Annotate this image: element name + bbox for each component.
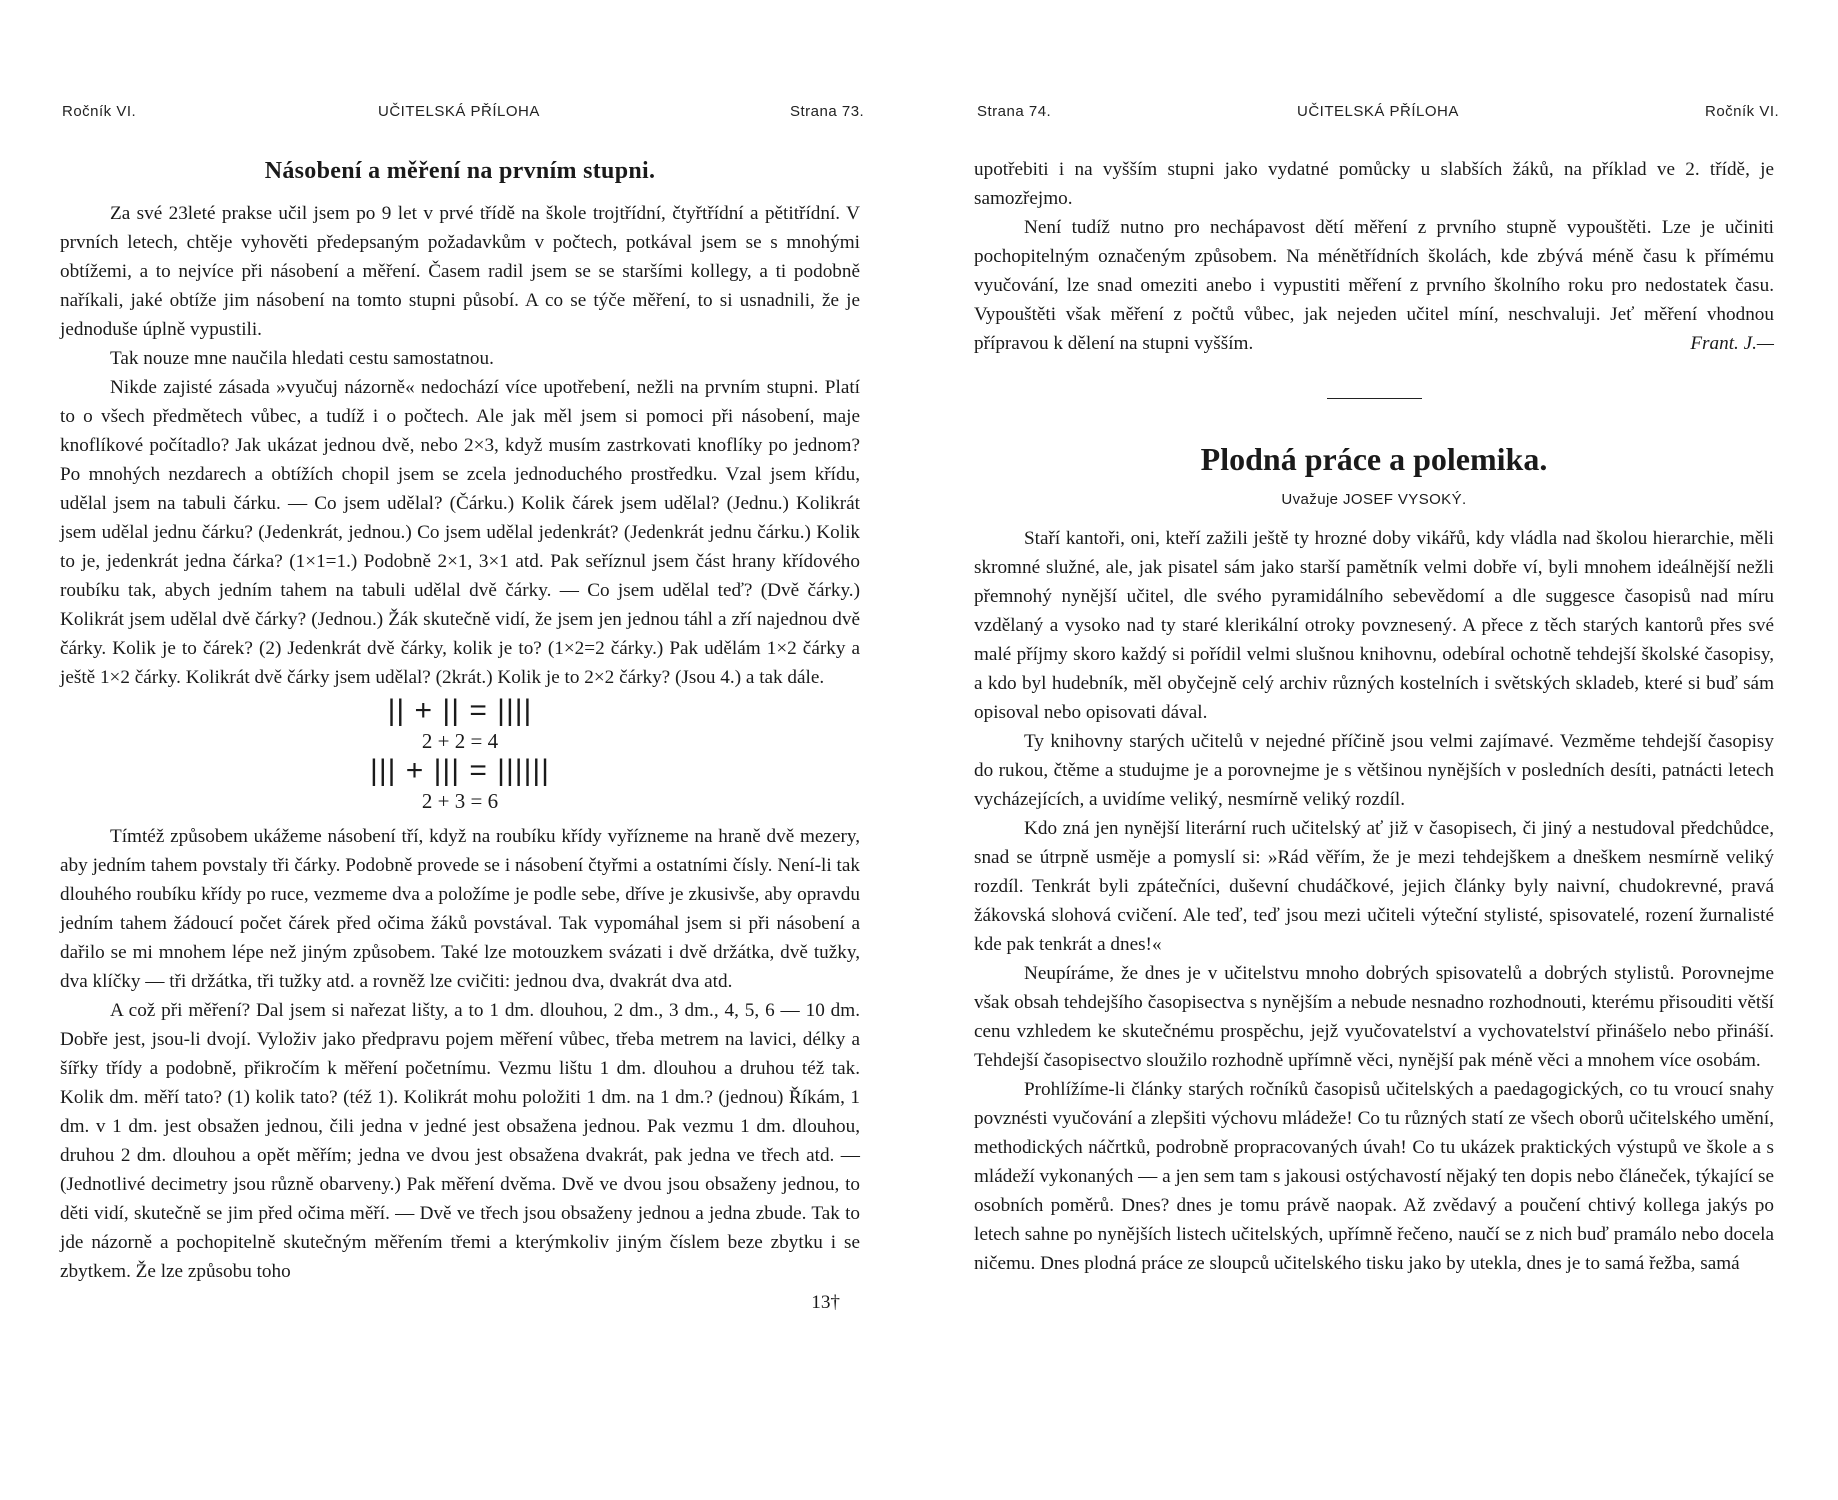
left-page-body <box>60 155 860 1317</box>
right-header-journal: UČITELSKÁ PŘÍLOHA <box>1297 103 1459 120</box>
right-header-page-number: Strana 74. <box>977 103 1052 120</box>
paragraph: A což při měření? Dal jsem si nařezat lišty, a to 1 dm. dlouhou, 2 dm., 3 dm., 4, 5, 6 — 10 dm. Dobře jest, jsou-li dvojí. Vyloživ jako předpravu pojem měření vůbec, třeba metrem na lavici, délky a šířky třídy a podobně, přikročím k měření početnímu. Vezmu lištu 1 dm. dlouhou a druhou též tak. Kolik dm. měří tato? (1) kolik tato? (též 1). Kolikrát mohu položiti 1 dm. na 1 dm.? (jednou) Říkám, 1 dm. v 1 dm. jest obsažen jednou, čili jedna v jedné jest obsažena jednou. Pak vezmu 1 dm. dlouhou, druhou 2 dm. dlouhou a opět měřím; jedna ve dvou jest obsažena dvakrát, pak jedna ve třech atd. — (Jednotlivé decimetry jsou různě obarveny.) Pak měření dvěma. Dvě ve dvou jsou obsaženy jednou, to děti vidí, skutečně se jim před očima měří. — Dvě ve třech jsou obsaženy jednou a jedna zbude. Tak to jde názorně a pochopitelně skutečným měřením třemi a kterýmkoliv jiným číslem beze zbytku i se zbytkem. Že lze způsobu toho <box>60 1000 860 1282</box>
paragraph: Tak nouze mne naučila hledati cestu samostatnou. <box>110 348 494 369</box>
left-header-journal: UČITELSKÁ PŘÍLOHA <box>378 103 540 120</box>
right-header-volume: Ročník VI. <box>1705 103 1780 120</box>
paragraph: Tímtéž způsobem ukážeme násobení tří, když na roubíku křídy vyřízneme na hraně dvě mezery, aby jedním tahem povstaly tři čárky. Podobně provede se i násobení čtyřmi a ostatními čísly. Není-li tak dlouhého roubíku křídy po ruce, vezmeme dva a položíme je podle sebe, dříve je zkusivše, aby opravdu jedním tahem žádoucí počet čárek před očima žáků povstával. Tak vypomáhal jsem si při násobení a dařilo se mi mnohem lépe než jiným způsobem. Také lze motouzkem svázati i dvě držátka, dvě tužky, dva klíčky — tři držátka, tři tužky atd. a rovněž lze cvičiti: jednou dva, dvakrát dva atd. <box>60 826 860 992</box>
paragraph: Kdo zná jen nynější literární ruch učitelský ať již v časopisech, či jiný a nestudoval předchůdce, snad se útrpně usměje a pomyslí si: »Rád věřím, že je mezi tehdejškem a dneškem nesmírně veliký rozdíl. Tenkrát byli zpátečníci, duševní chudáčkové, jejich články byly naivní, chudokrevné, pravá žákovská slohová cvičení. Ale teď, teď jsou mezi učiteli výteční stylisté, spisovatelé, rození žurnalisté kde pak tenkrát a dnes!« <box>974 818 1774 955</box>
left-header-volume: Ročník VI. <box>62 103 137 120</box>
paragraph: Neupíráme, že dnes je v učitelstvu mnoho dobrých spisovatelů a dobrých stylistů. Porovnejme však obsah tehdejšího časopisectva s nynějším a nebude nesnadno rozhodnouti, kterému přisouditi větší cenu vzhledem ke skutečnému prospěchu, jejž vyučovatelství a vychovatelství přinášelo nebo přináší. Tehdejší časopisectvo sloužilo rozhodně upřímně věci, nynější pak méně věci a mnohem více osobám. <box>974 963 1774 1071</box>
paragraph: Prohlížíme-li články starých ročníků časopisů učitelských a paedagogických, co tu vroucí snahy povznésti vyučování a zlepšiti výchovu mládeže! Co tu různých statí ze všech oborů učitelského umění, methodických náčrtků, podrobně propracovaných úvah! Co tu ukázek praktických výstupů ve škole a s mládeží vykonaných — a jen sem tam s jakousi ostýchavostí nějaký ten dopis nebo článeček, týkající se osobních poměrů. Dnes? dnes je tomu právě naopak. Až zvědavý a poučení chtivý kollega jakýs po letech sahne po nynějších listech učitelských, upřímně řečeno, naučí se z nich buď pramálo nebo docela ničemu. Dnes plodná práce ze sloupců učitelského tisku jako by utekla, dnes je to samá řežba, samá <box>974 1079 1774 1274</box>
right-page <box>919 0 1838 1500</box>
paragraph: Nikde zajisté zásada »vyučuj názorně« nedochází více upotřebení, nežli na prvním stupni. Platí to o všech předmětech vůbec, a tudíž i o počtech. Ale jak měl jsem si pomoci při násobení, maje knoflíkové počítadlo? Jak ukázat jednou dvě, nebo 2×3, když musím zastrkovati knoflíky po jednom? Po mnohých nezdarech a obtížích chopil jsem se zcela jednoduchého prostředku. Vzal jsem křídu, udělal jsem na tabuli čárku. — Co jsem udělal? (Čárku.) Kolik čárek jsem udělal? (Jednu.) Kolikrát jsem udělal jednu čárku? (Jedenkrát, jednou.) Co jsem udělal jedenkrát? (Jedenkrát jednu čárku.) Kolik to je, jedenkrát jedna čárka? (1×1=1.) Podobně 2×1, 3×1 atd. Pak seříznul jsem část hrany křídového roubíku tak, abych jedním tahem na tabuli udělal dvě čárky. — Co jsem udělal teď? (Dvě čárky.) Kolikrát jsem udělal dvě čárky? (Jednou.) Žák skutečně vidí, že jsem jen jednou táhl a zří najednou dvě čárky. Kolik je to čárek? (2) Jedenkrát dvě čárky, kolik je to? (1×2=2 čárky.) Pak udělám 1×2 čárky a ještě 1×2 čárky. Kolikrát dvě čárky jsem udělal? (2krát.) Kolik je to 2×2 čárky? (Jsou 4.) a tak dále. <box>60 377 860 688</box>
right-page-body <box>974 155 1774 1278</box>
paragraph: Za své 23leté prakse učil jsem po 9 let v prvé třídě na škole trojtřídní, čtyřtřídní a pětitřídní. V prvních letech, chtěje vyhověti předepsaným požadavkům v počtech, potkával jsem se s mnohými obtížemi, a to nejvíce při násobení a měření. Časem radil jsem se se staršími kollegy, a ti podobně naříkali, jaké obtíže jim násobení na tomto stupni působí. A co se týče měření, to si usnadnili, že je jednoduše úplně vypustili. <box>60 203 860 340</box>
tally-example <box>60 696 860 816</box>
tally-line: ||| + ||| = |||||| <box>370 754 550 787</box>
article-title: Plodná práce a polemika. <box>1200 441 1548 477</box>
equation-line: 2 + 3 = 6 <box>421 789 499 813</box>
left-header-page-number: Strana 73. <box>790 103 865 120</box>
equation-line: 2 + 2 = 4 <box>421 729 499 753</box>
tally-line: || + || = |||| <box>387 694 533 727</box>
article-title: Násobení a měření na prvním stupni. <box>264 158 656 184</box>
article-byline: Uvažuje JOSEF VYSOKÝ. <box>1281 491 1467 508</box>
signature-mark: 13† <box>811 1292 840 1313</box>
paragraph: upotřebiti i na vyšším stupni jako vydatné pomůcky u slabších žáků, na příklad ve 2. třídě, je samozřejmo. <box>974 159 1774 209</box>
paragraph: Staří kantoři, oni, kteří zažili ještě ty hrozné doby vikářů, kdy vládla nad školou hierarchie, měli skromné služné, ale, jak pisatel sám jako starší pamětník velmi dobře ví, byli mnohem ideálnější nežli přemnohý nynější učitel, dle svého pyramidálního sebevědomí a dle suggesce časopisů nad míru vzdělaný a vysoko nad ty staré klerikální otroky povznesený. A přece z těch starých kantorů přes své malé příjmy skoro každý si pořídil velmi slušnou knihovnu, odebíral ochotně tehdejší školské časopisy, a kdo byl hudebník, měl obyčejně celý archiv různých kostelních i světských skladeb, které si buď sám opisoval nebo opisovati dával. <box>974 528 1774 723</box>
section-divider <box>1327 398 1422 399</box>
paragraph: Není tudíž nutno pro nechápavost dětí měření z prvního stupně vypouštěti. Lze je učiniti pochopitelným označeným způsobem. Na ménětřídních školách, kde zbývá méně času k přímému vyučování, lze snad omeziti anebo i vypustiti měření z prvního školního roku pro nedostatek času. Vypouštěti však měření z počtů vůbec, jak nejeden učitel míní, neschvaluji. Jeť měření vhodnou přípravou k dělení na stupni vyšším. <box>974 217 1774 354</box>
author-signature: Frant. J.— <box>1690 333 1774 354</box>
paragraph: Ty knihovny starých učitelů v nejedné příčině jsou velmi zajímavé. Vezměme tehdejší časopisy do rukou, čtěme a studujme je a porovnejme je s většinou nynějších v posledních desíti, patnácti letech vycházejících, a uvidíme veliký, nesmírně veliký rozdíl. <box>974 731 1774 810</box>
